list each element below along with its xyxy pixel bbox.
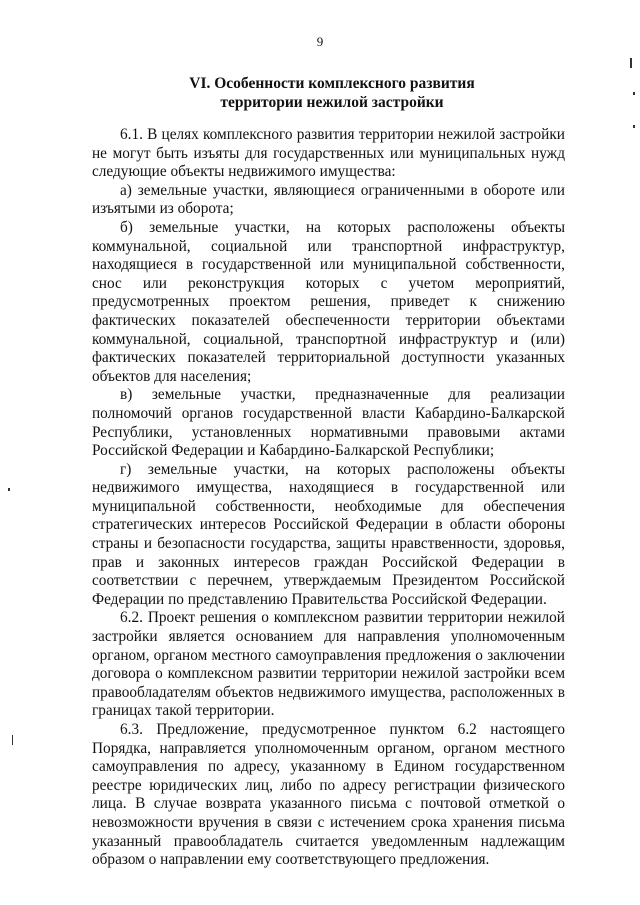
paragraph-6-1-b: б) земельные участки, на которых расположены объекты коммунальной, социальной или транспортной инфраструктур, находящиеся в государственной или муниципальной собственности, снос или реконструкция которых с учетом мероприятий, предусмотренных проектом решения, приведет к снижению фактических показателей обеспеченности территории объектами коммунальной, социальной, транспортной инфраструктур и (или) фактических показателей территориальной доступности указанных объектов для населения; bbox=[92, 218, 565, 385]
section-heading-line-1: VI. Особенности комплексного развития bbox=[189, 75, 475, 92]
scan-artifact-right-top bbox=[630, 58, 632, 68]
scan-artifact-right-mid bbox=[633, 92, 635, 95]
paragraph-6-2: 6.2. Проект решения о комплексном развитии территории нежилой застройки является основанием для направления уполномоченным органом, органом местного самоуправления предложения о заключении договора о комплексном развитии территории нежилой застройки всем правообладателям объектов недвижимого имущества, расположенных в границах такой территории. bbox=[92, 609, 565, 720]
scan-artifact-left-bottom bbox=[12, 735, 13, 745]
section-heading-line-2: территории нежилой застройки bbox=[220, 94, 444, 111]
section-heading bbox=[92, 74, 572, 112]
page-number: 9 bbox=[316, 34, 324, 49]
paragraph-6-1-a: а) земельные участки, являющиеся ограниченными в обороте или изъятыми из оборота; bbox=[92, 181, 565, 218]
paragraph-6-1-g: г) земельные участки, на которых расположены объекты недвижимого имущества, находящиеся в государственной или муниципальной собственности, необходимые для обеспечения стратегических интересов Российской Федерации в области обороны страны и безопасности государства, защиты нравственности, здоровья, прав и законных интересов граждан Российской Федерации в соответствии с перечнем, утверждаемым Президентом Российской Федерации по представлению Правительства Российской Федерации. bbox=[92, 460, 565, 608]
paragraph-6-1: 6.1. В целях комплексного развития территории нежилой застройки не могут быть изъяты для государственных или муниципальных нужд следующие объекты недвижимого имущества: bbox=[92, 126, 565, 181]
scan-artifact-right-low bbox=[633, 125, 635, 128]
scan-artifact-left bbox=[8, 488, 10, 491]
paragraph-6-3: 6.3. Предложение, предусмотренное пунктом 6.2 настоящего Порядка, направляется уполномоченным органом, органом местного самоуправления по адресу, указанному в Едином государственном реестре юридических лиц, либо по адресу регистрации физического лица. В случае возврата указанного письма с почтовой отметкой о невозможности вручения в связи с истечением срока хранения письма указанный правообладатель считается уведомленным надлежащим образом о направлении ему соответствующего предложения. bbox=[92, 721, 565, 869]
document-body bbox=[92, 126, 565, 870]
paragraph-6-1-v: в) земельные участки, предназначенные для реализации полномочий органов государственной власти Кабардино-Балкарской Республики, установленных нормативными правовыми актами Российской Федерации и Кабардино-Балкарской Республики; bbox=[92, 386, 565, 460]
